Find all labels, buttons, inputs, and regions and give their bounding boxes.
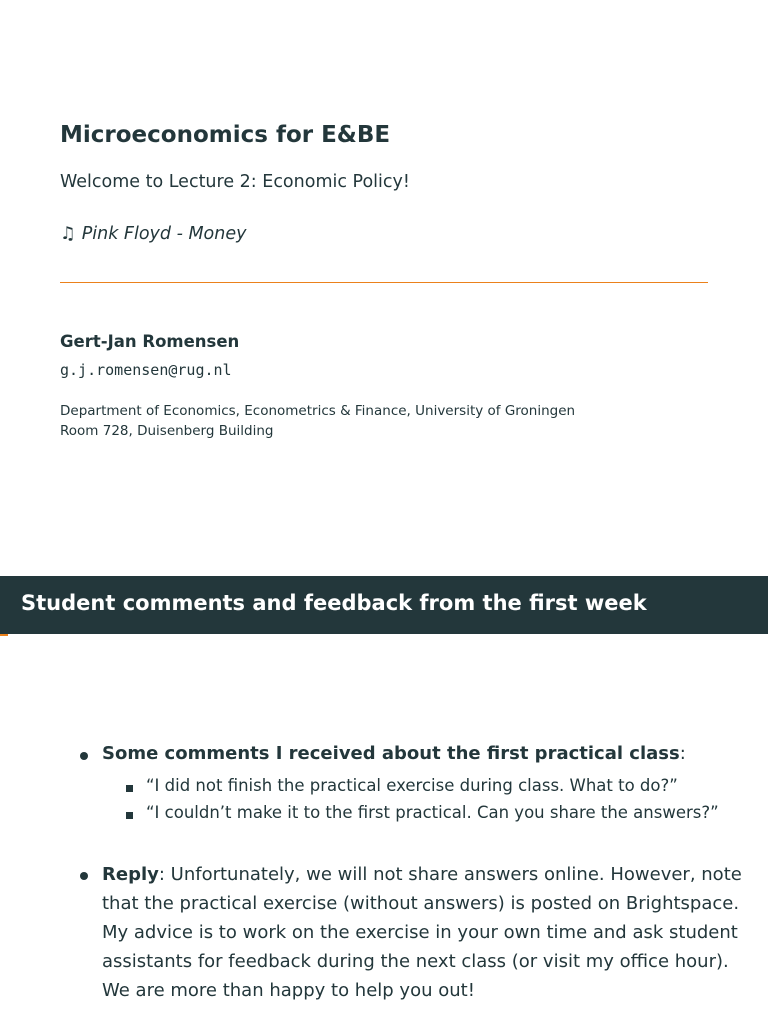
square-bullet-icon: [126, 785, 133, 792]
comment-item: “I did not finish the practical exercise during class. What to do?”: [146, 776, 678, 795]
reply-line-3: My advice is to work on the exercise in your own time and ask student: [102, 922, 738, 943]
frame-title-bar: [0, 576, 768, 634]
frame-title: Student comments and feedback from the first week: [21, 591, 647, 615]
comment-item: “I couldn’t make it to the first practical. Can you share the answers?”: [146, 803, 719, 822]
comments-heading-bold: Some comments I received about the first practical class: [102, 743, 680, 764]
author-name: Gert-Jan Romensen: [60, 332, 240, 351]
song-title: Pink Floyd - Money: [81, 224, 247, 244]
presentation-subtitle: Welcome to Lecture 2: Economic Policy!: [60, 172, 410, 192]
comments-heading: [102, 743, 686, 764]
presentation-title: Microeconomics for E&BE: [60, 122, 391, 148]
bullet-icon: [80, 752, 88, 760]
reply-line-4: assistants for feedback during the next class (or visit my office hour).: [102, 951, 729, 972]
square-bullet-icon: [126, 812, 133, 819]
reply-text: : Unfortunately, we will not share answers online. However, note: [158, 864, 742, 885]
comments-heading-colon: :: [679, 743, 686, 764]
progress-bar: [0, 634, 8, 636]
reply-line-2: that the practical exercise (without answers) is posted on Brightspace.: [102, 893, 740, 914]
bullet-icon: [80, 872, 88, 880]
music-note-icon: ♫: [60, 224, 76, 244]
content-slide: [0, 576, 768, 1024]
author-email: g.j.romensen@rug.nl: [60, 361, 232, 379]
song-line: [60, 224, 246, 244]
reply-label: Reply: [102, 864, 159, 885]
reply-line-5: We are more than happy to help you out!: [102, 980, 475, 1001]
title-separator: [60, 282, 708, 283]
institute-line-1: Department of Economics, Econometrics & Finance, University of Groningen: [60, 403, 576, 419]
reply-line-1: [102, 860, 742, 889]
institute-line-2: Room 728, Duisenberg Building: [60, 423, 274, 439]
